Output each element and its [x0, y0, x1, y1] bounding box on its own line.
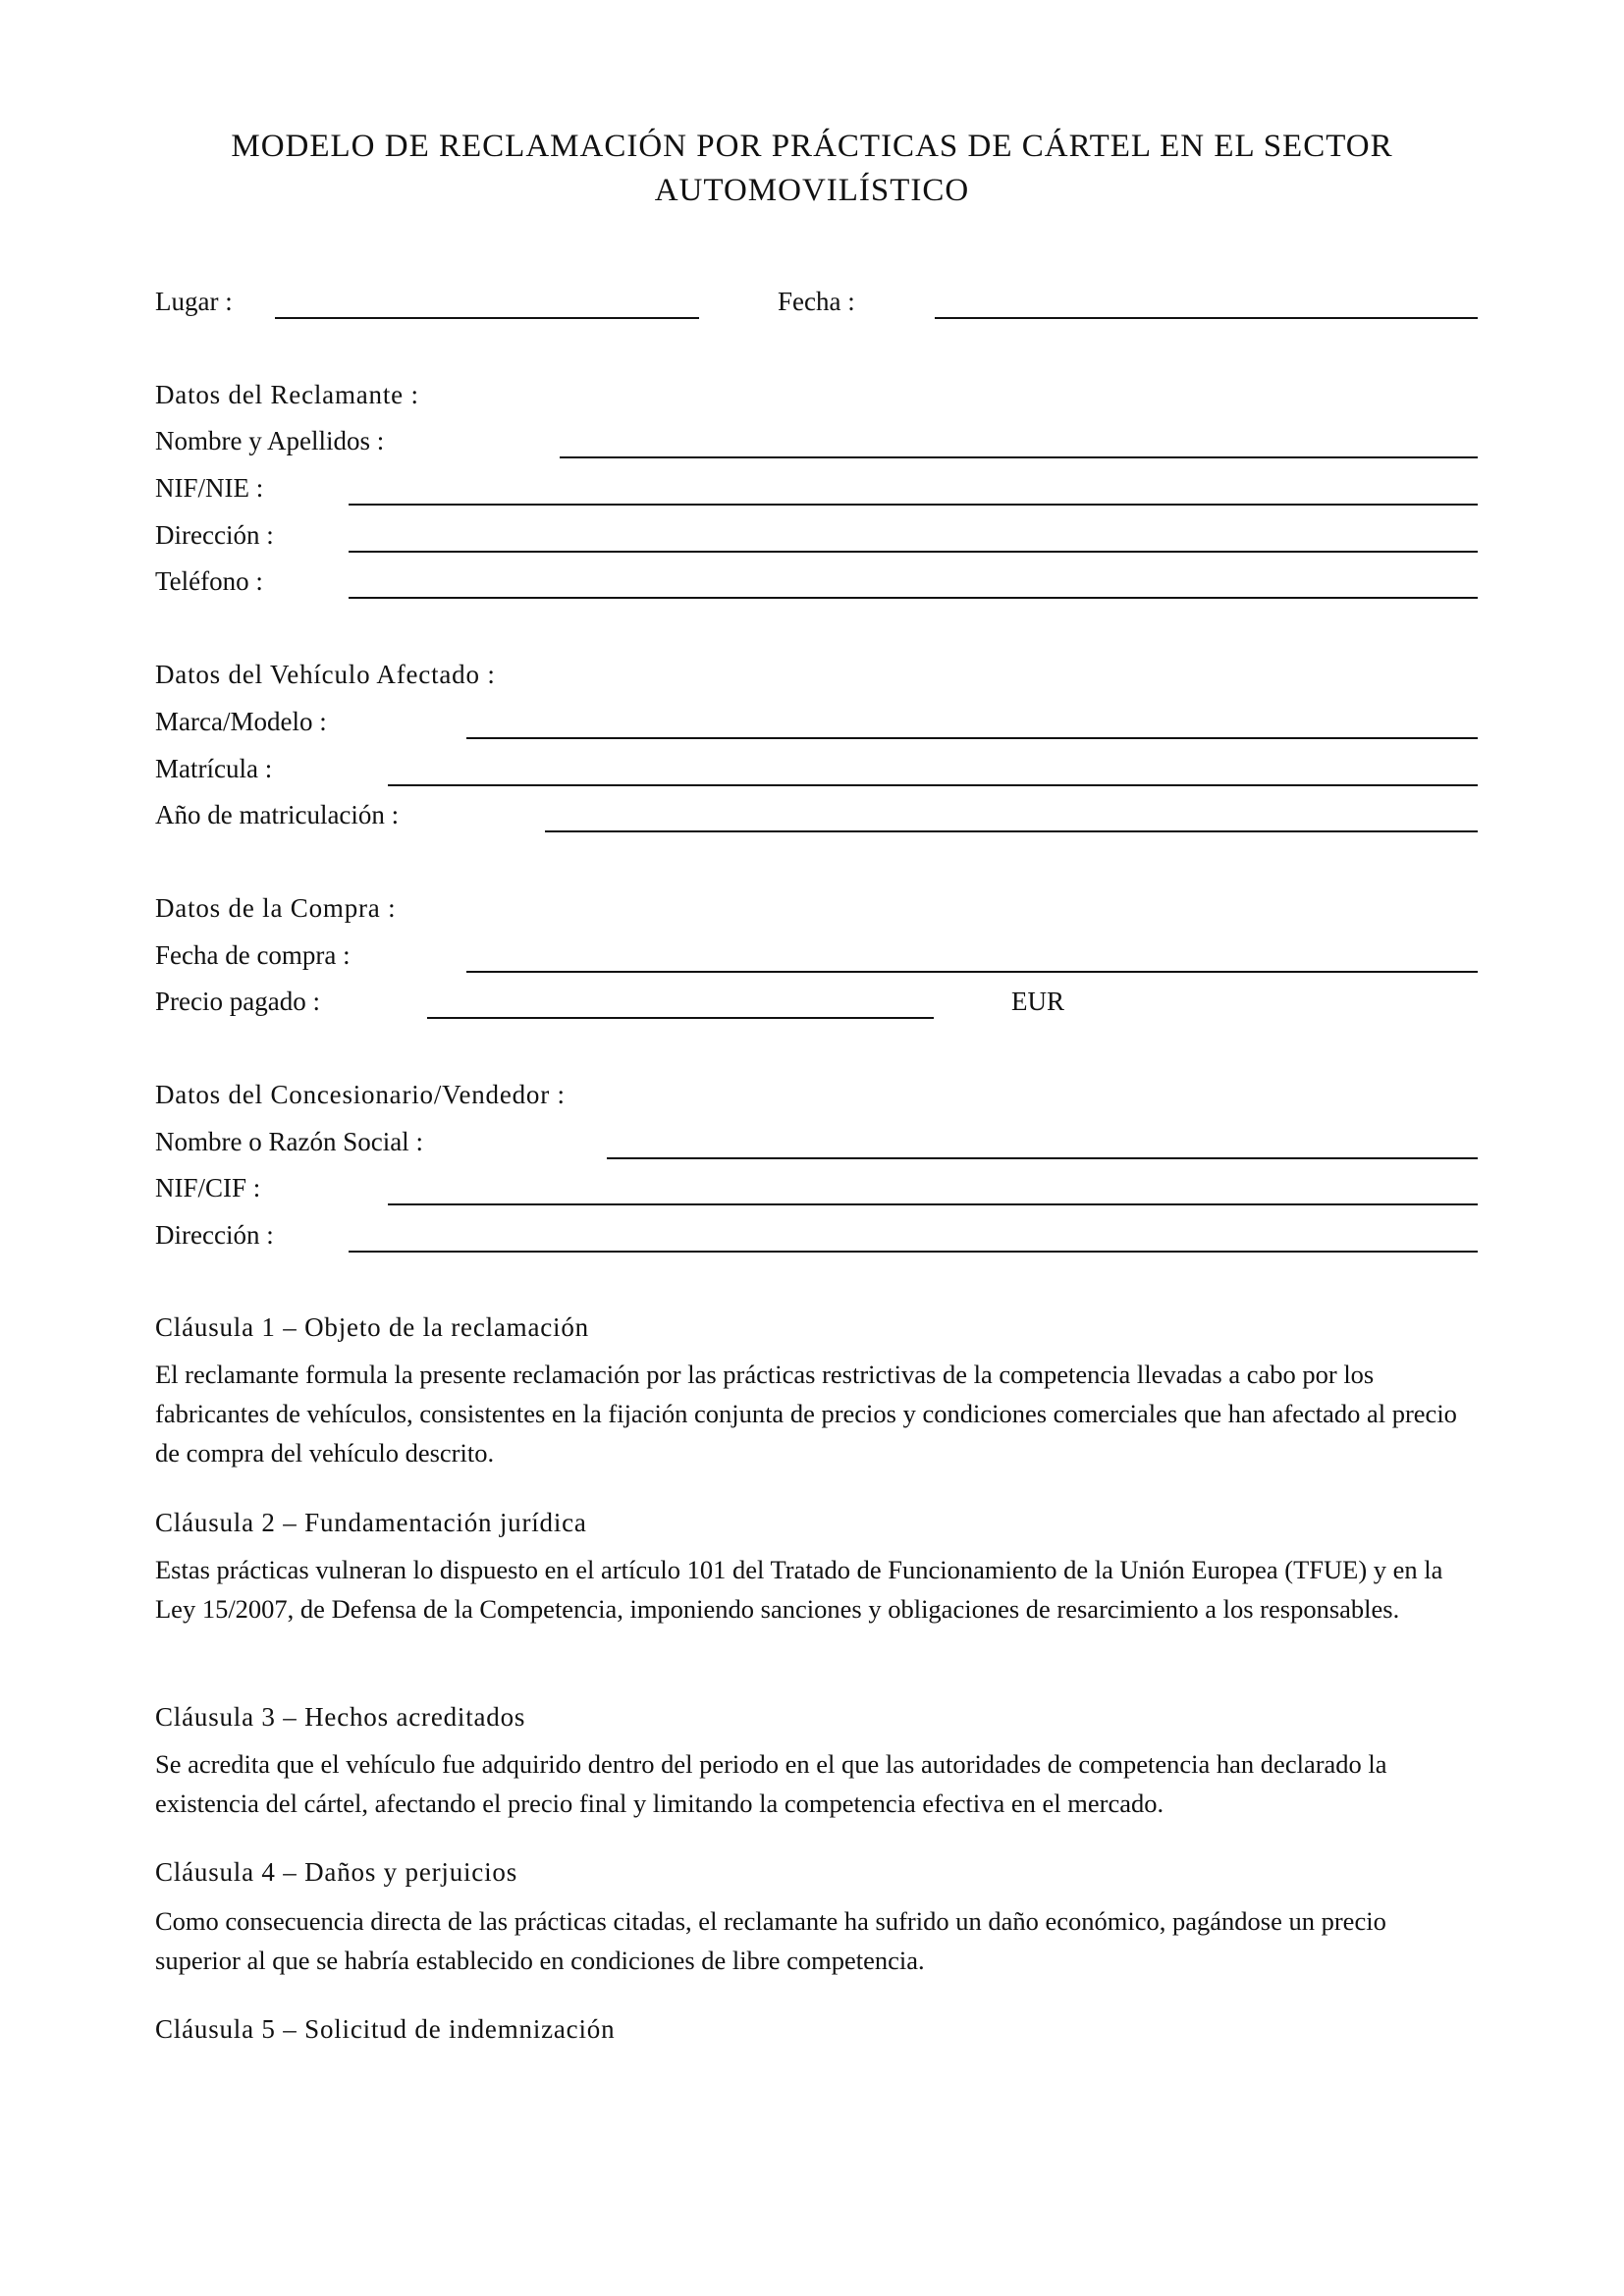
fecha-label: Fecha :: [778, 287, 855, 316]
marca-modelo-field[interactable]: [466, 737, 1478, 739]
reclamante-direccion-field[interactable]: [349, 551, 1478, 553]
anio-matriculacion-label: Año de matriculación :: [155, 800, 400, 829]
razon-social-label: Nombre o Razón Social :: [155, 1127, 423, 1156]
nif-nie-label: NIF/NIE :: [155, 473, 264, 503]
nombre-apellidos-label: Nombre y Apellidos :: [155, 426, 385, 455]
document-title-line-2: AUTOMOVILÍSTICO: [654, 173, 970, 208]
document-title-line-1: MODELO DE RECLAMACIÓN POR PRÁCTICAS DE CÁRTEL EN EL SECTOR: [231, 129, 1393, 164]
razon-social-field[interactable]: [607, 1157, 1478, 1159]
concesionario-direccion-label: Dirección :: [155, 1220, 274, 1250]
reclamante-direccion-label: Dirección :: [155, 520, 274, 550]
anio-matriculacion-field[interactable]: [545, 830, 1478, 832]
matricula-label: Matrícula :: [155, 754, 273, 783]
clausula-3-heading: Cláusula 3 – Hechos acreditados: [155, 1702, 526, 1732]
telefono-field[interactable]: [349, 597, 1478, 599]
lugar-field[interactable]: [275, 317, 699, 319]
clausula-1-heading: Cláusula 1 – Objeto de la reclamación: [155, 1312, 589, 1342]
vehiculo-heading: Datos del Vehículo Afectado :: [155, 660, 496, 689]
precio-pagado-field[interactable]: [427, 1017, 934, 1019]
fecha-compra-label: Fecha de compra :: [155, 940, 351, 970]
clausula-3-text: Se acredita que el vehículo fue adquirido dentro del periodo en el que las autoridades de competencia han declarado la existencia del cártel, afectando el precio final y limitando la competencia efectiva en el mercado.: [155, 1749, 1387, 1818]
lugar-label: Lugar :: [155, 287, 233, 316]
nombre-apellidos-field[interactable]: [560, 456, 1478, 458]
nif-cif-field[interactable]: [388, 1203, 1478, 1205]
clausula-1-text: El reclamante formula la presente reclamación por las prácticas restrictivas de la competencia llevadas a cabo por los fabricantes de vehículos, consistentes en la fijación conjunta de precios y condiciones comerciales que han afectado al precio de compra del vehículo descrito.: [155, 1360, 1457, 1468]
clausula-5-heading: Cláusula 5 – Solicitud de indemnización: [155, 2014, 616, 2044]
precio-pagado-label: Precio pagado :: [155, 987, 320, 1016]
fecha-compra-field[interactable]: [466, 971, 1478, 973]
clausula-4-heading: Cláusula 4 – Daños y perjuicios: [155, 1857, 517, 1887]
matricula-field[interactable]: [388, 784, 1478, 786]
compra-heading: Datos de la Compra :: [155, 893, 397, 923]
concesionario-direccion-field[interactable]: [349, 1251, 1478, 1253]
clausula-2-text: Estas prácticas vulneran lo dispuesto en el artículo 101 del Tratado de Funcionamiento de la Unión Europea (TFUE) y en la Ley 15/2007, de Defensa de la Competencia, imponiendo sanciones y obligaciones de resarcimiento a los responsables.: [155, 1555, 1443, 1624]
marca-modelo-label: Marca/Modelo :: [155, 707, 327, 736]
clausula-4-text: Como consecuencia directa de las prácticas citadas, el reclamante ha sufrido un daño económico, pagándose un precio superior al que se habría establecido en condiciones de libre competencia.: [155, 1906, 1386, 1975]
clausula-2-heading: Cláusula 2 – Fundamentación jurídica: [155, 1508, 587, 1537]
telefono-label: Teléfono :: [155, 566, 263, 596]
fecha-field[interactable]: [935, 317, 1478, 319]
currency-label: EUR: [1011, 987, 1064, 1016]
concesionario-heading: Datos del Concesionario/Vendedor :: [155, 1080, 566, 1109]
nif-nie-field[interactable]: [349, 504, 1478, 506]
reclamante-heading: Datos del Reclamante :: [155, 380, 419, 409]
nif-cif-label: NIF/CIF :: [155, 1173, 261, 1202]
